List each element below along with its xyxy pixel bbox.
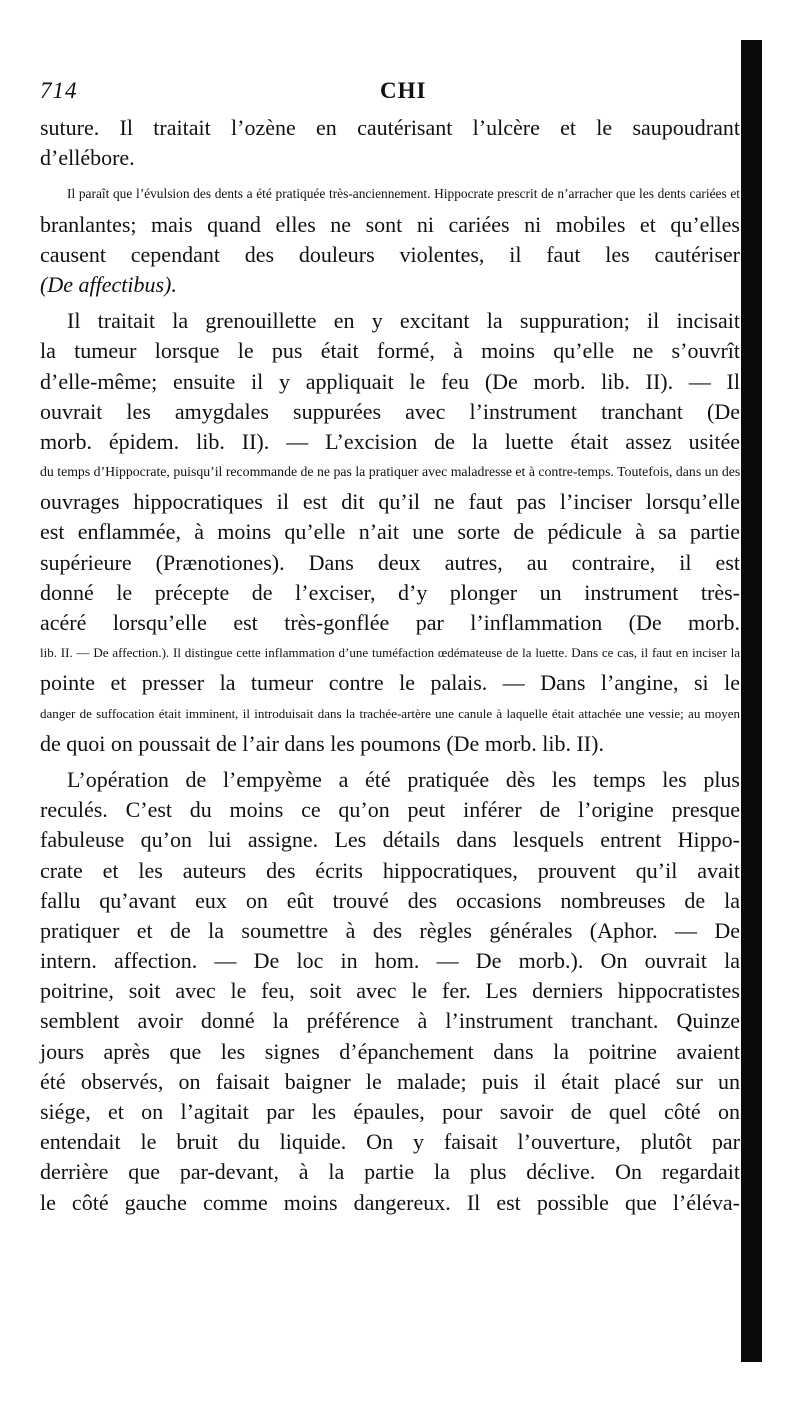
- text-line: donné le précepte de l’exciser, d’y plonger un instrument très-: [40, 579, 740, 605]
- text-line: reculés. C’est du moins ce qu’on peut inférer de l’origine presque: [40, 797, 740, 823]
- text-line: derrière que par-devant, à la partie la plus déclive. On regardait: [40, 1159, 740, 1185]
- text-line: le côté gauche comme moins dangereux. Il est possible que l’éléva-: [40, 1189, 740, 1215]
- text-line: Il traitait la grenouillette en y excitant la suppuration; il incisait: [67, 308, 740, 334]
- text-line: la tumeur lorsque le pus était formé, à moins qu’elle ne s’ouvrît: [40, 338, 740, 364]
- text-line: semblent avoir donné la préférence à l’instrument tranchant. Quinze: [40, 1008, 740, 1034]
- text-line: L’opération de l’empyème a été pratiquée dès les temps les plus: [67, 766, 740, 792]
- text-line: suture. Il traitait l’ozène en cautérisant l’ulcère et le saupoudrant: [40, 115, 740, 140]
- text-line: du temps d’Hippocrate, puisqu’il recommande de ne pas la pratiquer avec maladresse et à contre-temps. Toutefois, dans un des: [40, 464, 741, 480]
- page-edge-shadow: [741, 40, 762, 1362]
- text-line: intern. affection. — De loc in hom. — De morb.). On ouvrait la: [40, 948, 740, 974]
- text-line: ouvrait les amygdales suppurées avec l’instrument tranchant (De: [40, 398, 740, 424]
- text-line: crate et les auteurs des écrits hippocratiques, prouvent qu’il avait: [40, 857, 740, 883]
- running-head: CHI: [380, 78, 427, 103]
- text-line: lib. II. — De affection.). Il distingue cette inflammation d’une tuméfaction œdémateuse de la luette. Dans ce cas, il faut en inciser la: [40, 645, 740, 661]
- text-line: fabuleuse qu’on lui assigne. Les détails dans lesquels entrent Hippo-: [40, 827, 740, 853]
- text-line: ouvrages hippocratiques il est dit qu’il ne faut pas l’inciser lorsqu’elle: [40, 489, 740, 515]
- text-line: supérieure (Prænotiones). Dans deux autres, au contraire, il est: [40, 549, 740, 575]
- text-line: d’ellébore.: [40, 145, 135, 171]
- text-line: branlantes; mais quand elles ne sont ni cariées ni mobiles et qu’elles: [40, 211, 740, 237]
- text-line: acéré lorsqu’elle est très-gonflée par l’inflammation (De morb.: [40, 610, 740, 635]
- text-line: causent cependant des douleurs violentes, il faut les cautériser: [40, 241, 740, 267]
- text-line: été observés, on faisait baigner le malade; puis il était placé sur un: [40, 1068, 740, 1094]
- text-line: siége, et on l’agitait par les épaules, pour savoir de quel côté on: [40, 1099, 740, 1124]
- text-line: pointe et presser la tumeur contre le palais. — Dans l’angine, si le: [40, 670, 740, 696]
- text-line: pratiquer et de la soumettre à des règles générales (Aphor. — De: [40, 917, 740, 943]
- text-line: Il paraît que l’évulsion des dents a été pratiquée très-anciennement. Hippocrate prescrit de n’arracher que les dents cariées et: [67, 186, 740, 202]
- page-header: [40, 78, 740, 110]
- text-line: de quoi on poussait de l’air dans les poumons (De morb. lib. II).: [40, 730, 604, 756]
- text-line: morb. épidem. lib. II). — L’excision de la luette était assez usitée: [40, 428, 740, 454]
- text-line: fallu qu’avant eux on eût trouvé des occasions nombreuses de la: [40, 887, 740, 913]
- text-line: jours après que les signes d’épanchement dans la poitrine avaient: [40, 1038, 740, 1064]
- text-line: entendait le bruit du liquide. On y faisait l’ouverture, plutôt par: [40, 1129, 740, 1155]
- text-line: (De affectibus).: [40, 271, 177, 297]
- text-line: est enflammée, à moins qu’elle n’ait une sorte de pédicule à sa partie: [40, 519, 740, 545]
- text-line: poitrine, soit avec le feu, soit avec le fer. Les derniers hippocratistes: [40, 978, 740, 1004]
- page-number: 714: [40, 78, 78, 103]
- text-line: danger de suffocation était imminent, il introduisait dans la trachée-artère une canule à laquelle était attachée une vessie; au moyen: [40, 705, 740, 721]
- text-line: d’elle-même; ensuite il y appliquait le feu (De morb. lib. II). — Il: [40, 368, 740, 394]
- body-text: [40, 113, 740, 1218]
